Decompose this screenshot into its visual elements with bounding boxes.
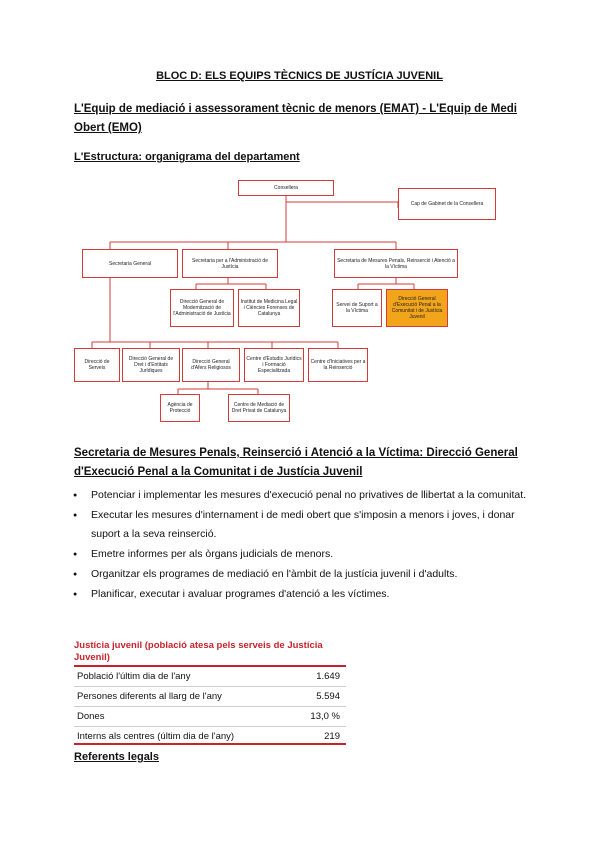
row-value: 1.649 (316, 671, 340, 682)
org-box-dg-dret-entitats: Direcció General de Dret i d'Entitats Jurídiques (122, 348, 180, 382)
org-box-centre-mediacio: Centre de Mediació de Dret Privat de Catalunya (228, 394, 290, 422)
org-chart-heading: L'Estructura: organigrama del departament (74, 151, 300, 163)
row-label: Interns als centres (últim dia de l'any) (77, 731, 235, 742)
table-row (74, 687, 346, 707)
org-box-cap-gabinet: Cap de Gabinet de la Consellera (398, 188, 496, 220)
legal-references-heading: Referents legals (74, 751, 159, 763)
section-heading: Secretaria de Mesures Penals, Reinserció i Atenció a la Víctima: Direcció General d'Execució Penal a la Comunitat i de Justícia Juvenil (74, 447, 518, 478)
document-title: BLOC D: ELS EQUIPS TÈCNICS DE JUSTÍCIA JUVENIL (156, 70, 443, 82)
table-title: Justícia juvenil (població atesa pels serveis de Justícia Juvenil) (74, 640, 323, 663)
org-box-dg-modernitzacio: Direcció General de Modernització de l'Administració de Justícia (170, 289, 234, 327)
table-row (74, 707, 346, 727)
row-value: 13,0 % (310, 711, 340, 722)
row-value: 5.594 (316, 691, 340, 702)
org-box-agencia-proteccio: Agència de Protecció (160, 394, 200, 422)
org-box-institut-medicina-legal: Institut de Medicina Legal i Ciències Forenses de Catalunya (238, 289, 300, 327)
org-box-direccio-serveis: Direcció de Serveis (74, 348, 120, 382)
table-row (74, 667, 346, 687)
org-box-secretaria-administracio: Secretaria per a l'Administració de Justícia (182, 249, 278, 278)
list-item: ● Emetre informes per als òrgans judicials de menors. (74, 545, 534, 564)
row-label: Població l'últim dia de l'any (77, 671, 191, 682)
org-box-secretaria-general: Secretaria General (82, 249, 178, 278)
row-value: 219 (324, 731, 340, 742)
list-item: ● Organitzar els programes de mediació en l'àmbit de la justícia juvenil i d'adults. (74, 565, 534, 584)
row-label: Persones diferents al llarg de l'any (77, 691, 222, 702)
functions-list (74, 486, 534, 605)
org-box-centre-estudis-juridics: Centre d'Estudis Jurídics i Formació Especialitzada (244, 348, 304, 382)
org-box-dg-execucio-penal: Direcció General d'Execució Penal a la Comunitat i de Justícia Juvenil (386, 289, 448, 327)
list-item: ● Planificar, executar i avaluar programes d'atenció a les víctimes. (74, 585, 534, 604)
org-chart (70, 172, 530, 430)
org-box-secretaria-mesures-penals: Secretaria de Mesures Penals, Reinserció i Atenció a la Víctima (334, 249, 458, 278)
org-box-dg-afers-religiosos: Direcció General d'Afers Religiosos (182, 348, 240, 382)
list-item: ● Potenciar i implementar les mesures d'execució penal no privatives de llibertat a la comunitat. (74, 486, 534, 505)
table-bottom-rule (74, 743, 346, 745)
org-box-centre-iniciatives-reinsercio: Centre d'Iniciatives per a la Reinserció (308, 348, 368, 382)
org-box-consellera: Consellera (238, 180, 334, 196)
main-heading: L'Equip de mediació i assessorament tècnic de menors (EMAT) - L'Equip de Medi Obert (EMO) (74, 103, 517, 134)
stats-table (74, 667, 346, 746)
list-item: ● Executar les mesures d'internament i de medi obert que s'imposin a menors i joves, i donar suport a la seva reinserció. (74, 506, 534, 544)
org-box-servei-suport-victima: Servei de Suport a la Víctima (332, 289, 382, 327)
row-label: Dones (77, 711, 105, 722)
